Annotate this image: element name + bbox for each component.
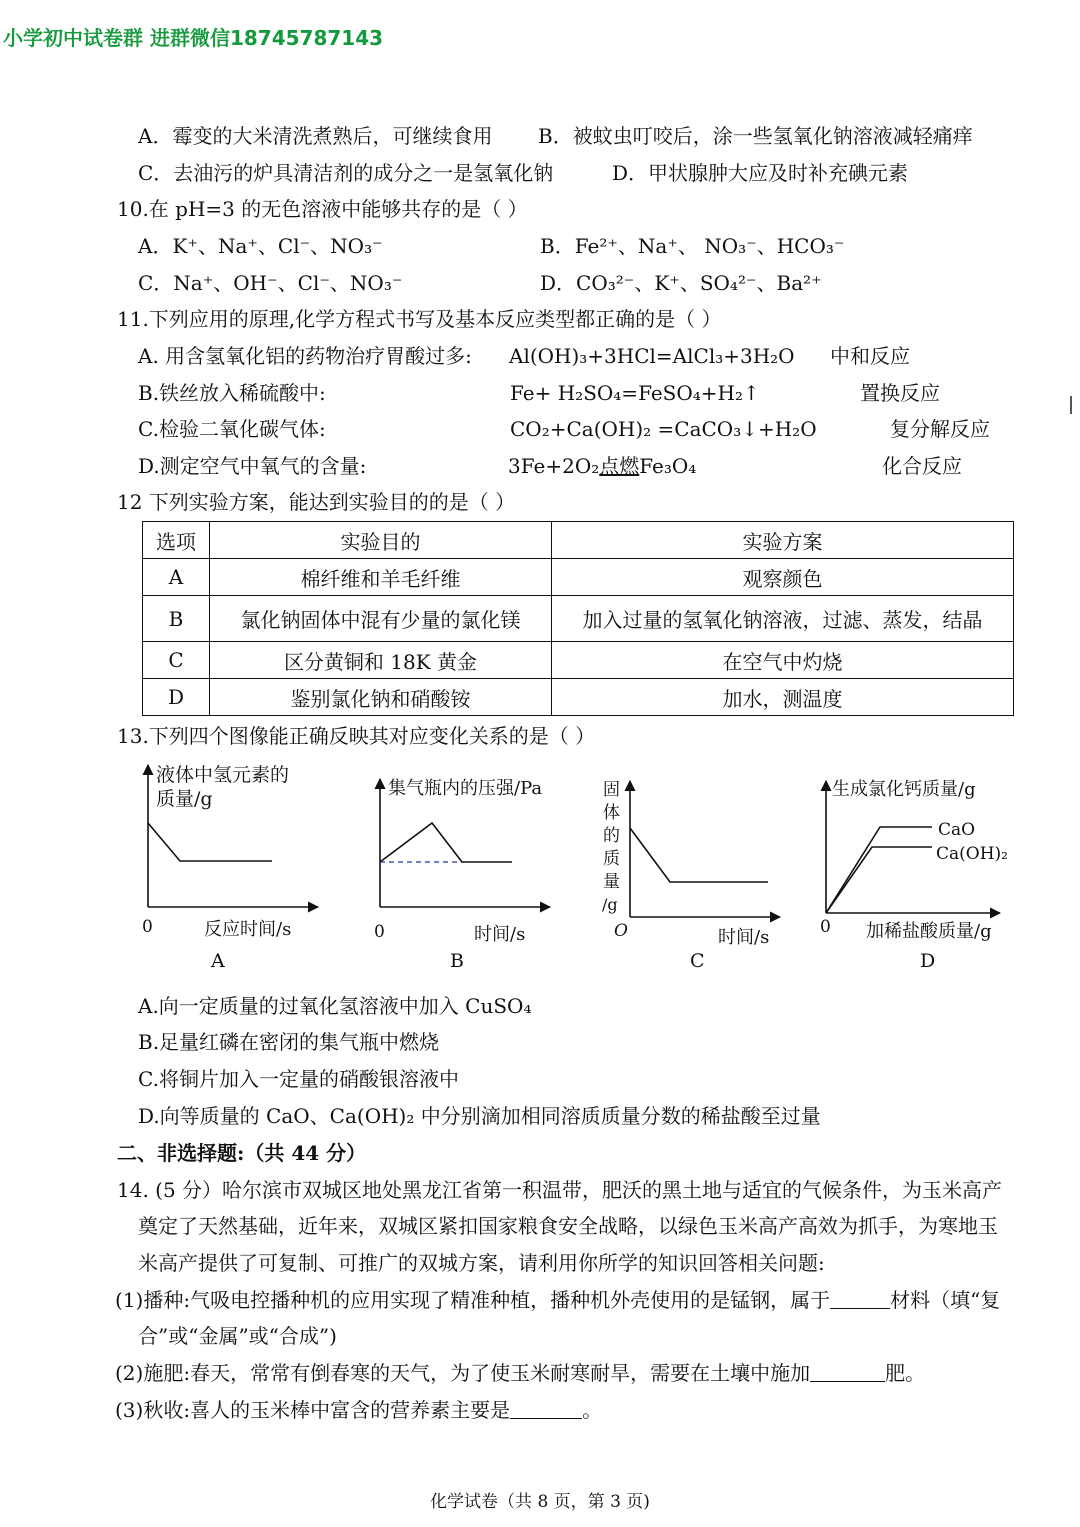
graph-b-origin: 0 bbox=[374, 922, 385, 942]
q13-option-d: D.向等质量的 CaO、Ca(OH)₂ 中分别滴加相同溶质质量分数的稀盐酸至过量 bbox=[138, 1104, 821, 1128]
q11-c-equation: CO₂+Ca(OH)₂ =CaCO₃↓+H₂O bbox=[510, 417, 817, 441]
graph-d-ylabel: 生成氯化钙质量/g bbox=[832, 779, 976, 800]
q14-part3-text: 。 bbox=[582, 1398, 603, 1422]
graph-d-curve-caoh2 bbox=[826, 847, 932, 913]
graph-d-xlabel: 加稀盐酸质量/g bbox=[866, 921, 992, 942]
q11-a-type: 中和反应 bbox=[830, 344, 910, 368]
graph-c-ylabel-char: /g bbox=[602, 895, 618, 914]
q11-a-equation: Al(OH)₃+3HCl=AlCl₃+3H₂O bbox=[509, 344, 795, 368]
q14-text-line3: 米高产提供了可复制、可推广的双城方案，请利用你所学的知识回答相关问题: bbox=[138, 1251, 825, 1275]
table-header: 选项 bbox=[143, 522, 210, 559]
graph-c-ylabel-char: 的 bbox=[603, 826, 620, 846]
graph-b-curve bbox=[380, 823, 512, 862]
table-header: 实验方案 bbox=[552, 522, 1014, 559]
q11-b-equation: Fe+ H₂SO₄=FeSO₄+H₂↑ bbox=[510, 381, 760, 405]
graph-d-legend-cao: CaO bbox=[938, 820, 976, 840]
q13-option-c: C.将铜片加入一定量的硝酸银溶液中 bbox=[138, 1067, 459, 1091]
table-row bbox=[143, 559, 1014, 596]
table-cell: 鉴别氯化钠和硝酸铵 bbox=[210, 679, 552, 716]
q11-d-equation bbox=[508, 454, 696, 478]
graph-a-ylabel: 质量/g bbox=[156, 788, 213, 810]
graph-c-caption: C bbox=[690, 950, 705, 972]
table-cell: 氯化钠固体中混有少量的氯化镁 bbox=[210, 596, 552, 642]
q14-part2-text: (2)施肥:春天，常常有倒春寒的天气，为了使玉米耐寒耐旱，需要在土壤中施加 bbox=[115, 1361, 811, 1385]
table-cell: 棉纤维和羊毛纤维 bbox=[210, 559, 552, 596]
q11-d-eq-product: Fe₃O₄ bbox=[639, 454, 697, 478]
q13-stem: 13.下列四个图像能正确反映其对应变化关系的是（ ） bbox=[117, 724, 596, 748]
experiment-table bbox=[142, 521, 1014, 716]
answer-blank-2[interactable] bbox=[810, 1363, 885, 1382]
answer-blank-3[interactable] bbox=[510, 1400, 582, 1419]
q10-stem: 10.在 pH=3 的无色溶液中能够共存的是（ ） bbox=[117, 197, 528, 221]
graph-c-ylabel-char: 量 bbox=[603, 872, 620, 892]
table-row bbox=[143, 642, 1014, 679]
graph-d-curve-cao bbox=[826, 827, 932, 913]
q11-d-eq-condition: 点燃 bbox=[599, 454, 640, 478]
page-footer: 化学试卷（共 8 页，第 3 页) bbox=[430, 1492, 650, 1512]
q13-option-a: A.向一定质量的过氧化氢溶液中加入 CuSO₄ bbox=[138, 994, 532, 1018]
q14-text-line2: 奠定了天然基础，近年来，双城区紧扣国家粮食安全战略，以绿色玉米高产高效为抓手，为寒地玉 bbox=[138, 1214, 998, 1238]
table-cell: A bbox=[143, 559, 210, 596]
graph-d-origin: 0 bbox=[820, 917, 831, 937]
q14-part2-text: 肥。 bbox=[885, 1361, 926, 1385]
graph-c-ylabel-char: 固 bbox=[603, 780, 620, 800]
table-cell: 观察颜色 bbox=[552, 559, 1014, 596]
watermark: 小学初中试卷群 进群微信18745787143 bbox=[3, 26, 384, 50]
q11-c-label: C.检验二氧化碳气体: bbox=[138, 417, 326, 441]
q11-b-label: B.铁丝放入稀硫酸中: bbox=[138, 381, 326, 405]
q9-option-b: B．被蚊虫叮咬后，涂一些氢氧化钠溶液减轻痛痒 bbox=[538, 124, 973, 148]
table-row bbox=[143, 596, 1014, 642]
q10-option-d: D．CO₃²⁻、K⁺、SO₄²⁻、Ba²⁺ bbox=[540, 271, 822, 295]
q14-part3-text: (3)秋收:喜人的玉米棒中富含的营养素主要是 bbox=[115, 1398, 511, 1422]
graph-c-ylabel-char: 体 bbox=[603, 803, 620, 823]
text-cursor bbox=[1070, 396, 1072, 414]
q11-d-label: D.测定空气中氧气的含量: bbox=[138, 454, 367, 478]
q11-a-label: A. 用含氢氧化铝的药物治疗胃酸过多: bbox=[138, 344, 472, 368]
graph-b-xlabel: 时间/s bbox=[474, 924, 526, 945]
graph-d-legend-caoh2: Ca(OH)₂ bbox=[936, 844, 1008, 864]
graph-c-ylabel-char: 质 bbox=[603, 849, 620, 869]
table-header: 实验目的 bbox=[210, 522, 552, 559]
table-cell: D bbox=[143, 679, 210, 716]
q14-part3 bbox=[115, 1398, 602, 1422]
q13-option-b: B.足量红磷在密闭的集气瓶中燃烧 bbox=[138, 1030, 440, 1054]
q11-b-type: 置换反应 bbox=[860, 381, 940, 405]
graph-c-curve bbox=[630, 828, 768, 882]
graph-b-ylabel: 集气瓶内的压强/Pa bbox=[388, 778, 543, 799]
q14-part2 bbox=[115, 1361, 925, 1385]
q14-text-line1: 14. (5 分）哈尔滨市双城区地处黑龙江省第一积温带，肥沃的黑土地与适宜的气候条件，为玉米高产 bbox=[117, 1178, 1003, 1202]
q11-c-type: 复分解反应 bbox=[890, 417, 990, 441]
graph-a-curve bbox=[148, 823, 272, 861]
graph-c-origin: O bbox=[614, 921, 628, 941]
q9-option-a: A．霉变的大米清洗煮熟后，可继续食用 bbox=[138, 124, 493, 148]
table-cell: 区分黄铜和 18K 黄金 bbox=[210, 642, 552, 679]
graph-a-xlabel: 反应时间/s bbox=[204, 919, 292, 940]
table-row bbox=[143, 679, 1014, 716]
graph-c-xlabel: 时间/s bbox=[718, 927, 770, 948]
graph-b-caption: B bbox=[450, 950, 464, 972]
graph-d-caption: D bbox=[920, 950, 936, 972]
q13-graphs bbox=[0, 755, 1080, 980]
section-2-heading: 二、非选择题:（共 44 分） bbox=[117, 1141, 367, 1165]
q10-option-b: B．Fe²⁺、Na⁺、 NO₃⁻、HCO₃⁻ bbox=[540, 234, 845, 258]
q11-d-eq-reactants: 3Fe+2O₂ bbox=[508, 454, 600, 478]
graph-a-caption: A bbox=[211, 950, 225, 972]
graph-a-origin: 0 bbox=[142, 917, 153, 937]
q14-part1 bbox=[115, 1288, 1000, 1312]
q14-part1-text: 材料（填“复 bbox=[890, 1288, 1001, 1312]
graph-a-ylabel: 液体中氢元素的 bbox=[156, 764, 290, 786]
table-cell: 加水，测温度 bbox=[552, 679, 1014, 716]
q14-part1-text: (1)播种:气吸电控播种机的应用实现了精准种植，播种机外壳使用的是锰钢，属于 bbox=[115, 1288, 831, 1312]
q9-option-c: C．去油污的炉具清洁剂的成分之一是氢氧化钠 bbox=[138, 161, 554, 185]
q10-option-a: A．K⁺、Na⁺、Cl⁻、NO₃⁻ bbox=[138, 234, 383, 258]
q14-part1-line2: 合”或“金属”或“合成”) bbox=[138, 1324, 337, 1348]
table-cell: 在空气中灼烧 bbox=[552, 642, 1014, 679]
table-cell: C bbox=[143, 642, 210, 679]
table-header-row bbox=[143, 522, 1014, 559]
table-cell: 加入过量的氢氧化钠溶液，过滤、蒸发，结晶 bbox=[552, 596, 1014, 642]
q11-d-type: 化合反应 bbox=[882, 454, 962, 478]
q10-option-c: C．Na⁺、OH⁻、Cl⁻、NO₃⁻ bbox=[138, 271, 403, 295]
q9-option-d: D．甲状腺肿大应及时补充碘元素 bbox=[612, 161, 909, 185]
q11-stem: 11.下列应用的原理,化学方程式书写及基本反应类型都正确的是（ ） bbox=[117, 307, 722, 331]
table-cell: B bbox=[143, 596, 210, 642]
q12-stem: 12 下列实验方案，能达到实验目的的是（ ） bbox=[117, 490, 516, 514]
answer-blank-1[interactable] bbox=[830, 1290, 890, 1309]
